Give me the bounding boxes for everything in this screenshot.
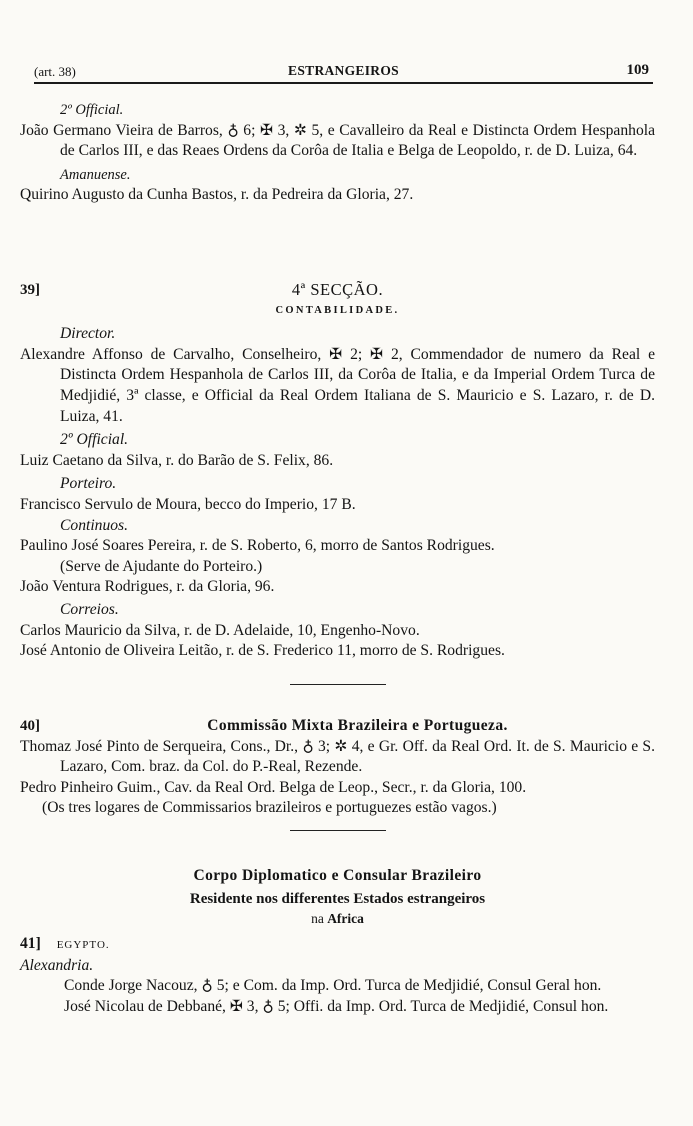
header-article-ref: (art. 38)	[34, 64, 76, 79]
section-41-heading	[20, 934, 655, 956]
role-label: 2º Official.	[60, 102, 124, 118]
entry-alexandre: Alexandre Affonso de Carvalho, Conselheiro, ✠ 2; ✠ 2, Commendador de numero da Real e Distincta Ordem Hespanhola de Carlos III, da Corôa de Italia, e da Imperial Ordem Turca de Medjidié, 3ª classe, e Official da Real Ordem Italiana de S. Mauricio e S. Lazaro, r. de D. Luiza, 41.	[20, 345, 655, 425]
region-name: Africa	[327, 911, 364, 927]
role-label: Director.	[60, 325, 116, 343]
region-heading	[20, 909, 655, 930]
role-label: Correios.	[60, 600, 119, 618]
entry-jose-nicolau: José Nicolau de Debbané, ✠ 3, ♁ 5; Offi. da Imp. Ord. Turca de Medjidié, Consul hon.	[64, 997, 609, 1015]
section-number: 39]	[20, 282, 40, 298]
entry-paulino: Paulino José Soares Pereira, r. de S. Roberto, 6, morro de Santos Rodrigues.	[20, 537, 495, 555]
section-38-continuation	[20, 100, 655, 206]
region-prefix: na	[311, 911, 324, 927]
section-40	[20, 716, 655, 819]
section-39	[20, 280, 655, 662]
entry-note: (Serve de Ajudante do Porteiro.)	[60, 557, 263, 575]
header-title: ESTRANGEIROS	[288, 63, 399, 78]
entry-note: (Os tres logares de Commissarios brazileiros e portuguezes estão vagos.)	[42, 799, 497, 817]
entry-luiz: Luiz Caetano da Silva, r. do Barão de S. Felix, 86.	[20, 451, 334, 469]
role-label: 2º Official.	[60, 431, 129, 449]
section-divider	[290, 684, 386, 685]
page-number: 109	[626, 62, 649, 78]
entry-pedro: Pedro Pinheiro Guim., Cav. da Real Ord. Belga de Leop., Secr., r. da Gloria, 100.	[20, 778, 527, 796]
section-title: Commissão Mixta Brazileira e Portugueza.	[207, 717, 508, 734]
role-label: Porteiro.	[60, 475, 117, 493]
entry-thomaz: Thomaz José Pinto de Serqueira, Cons., Dr., ♁ 3; ✲ 4, e Gr. Off. da Real Ord. It. de S. Mauricio e S. Lazaro, Com. braz. da Col. do P.-Real, Rezende.	[20, 737, 655, 776]
diplomatic-subtitle: Residente nos differentes Estados estrangeiros	[189, 890, 486, 907]
role-label: Amanuense.	[60, 166, 131, 183]
running-header	[34, 60, 653, 84]
entry-conde: Conde Jorge Nacouz, ♁ 5; e Com. da Imp. Ord. Turca de Medjidié, Consul Geral hon.	[64, 977, 602, 995]
entry-carlos: Carlos Mauricio da Silva, r. de D. Adelaide, 10, Engenho-Novo.	[20, 621, 420, 639]
country-name: EGYPTO.	[56, 939, 110, 951]
city-name: Alexandria.	[20, 956, 94, 974]
section-title: 4ª SECÇÃO.	[291, 280, 384, 299]
section-subtitle: CONTABILIDADE.	[275, 304, 400, 316]
entry-joao-germano: João Germano Vieira de Barros, ♁ 6; ✠ 3, ✲ 5, e Cavalleiro da Real e Distincta Ordem Hespanhola de Carlos III, e das Reaes Ordens da Corôa de Italia e Belga de Leopoldo, r. de D. Luiza, 64.	[20, 121, 655, 160]
role-label: Continuos.	[60, 516, 129, 534]
entry-joao-ventura: João Ventura Rodrigues, r. da Gloria, 96.	[20, 578, 275, 596]
section-number: 40]	[20, 718, 40, 734]
entry-quirino: Quirino Augusto da Cunha Bastos, r. da Pedreira da Gloria, 27.	[20, 186, 414, 204]
entry-francisco: Francisco Servulo de Moura, becco do Imperio, 17 B.	[20, 495, 356, 513]
section-41	[20, 934, 655, 1017]
section-divider	[290, 830, 386, 831]
section-number: 41]	[20, 935, 41, 952]
entry-jose-antonio: José Antonio de Oliveira Leitão, r. de S. Frederico 11, morro de S. Rodrigues.	[20, 642, 505, 660]
diplomatic-heading	[20, 866, 655, 930]
diplomatic-title: Corpo Diplomatico e Consular Brazileiro	[193, 867, 482, 884]
